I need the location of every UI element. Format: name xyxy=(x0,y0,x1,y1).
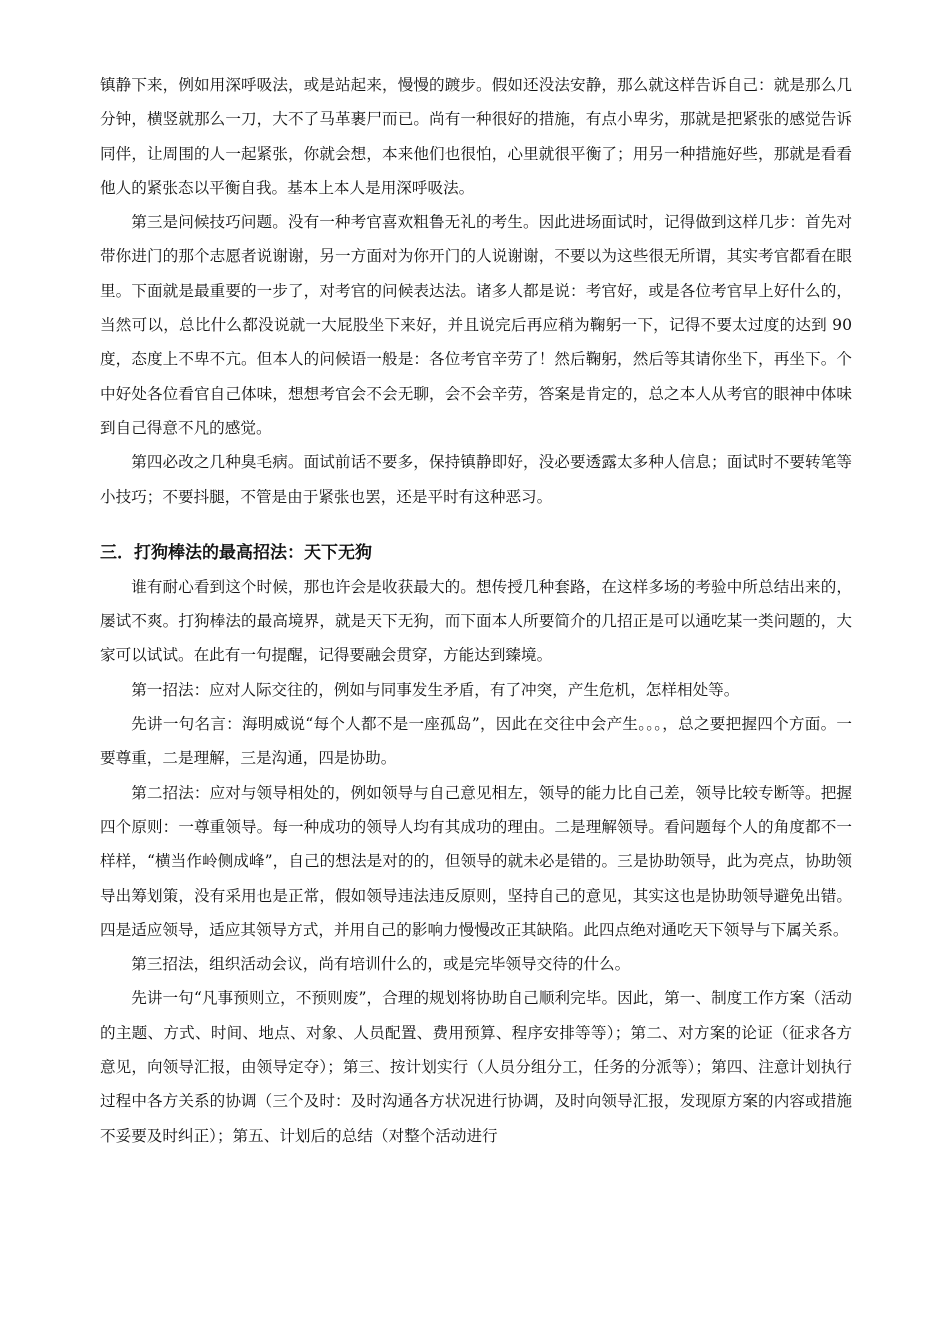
paragraph-greeting-skills: 第三是问候技巧问题。没有一种考官喜欢粗鲁无礼的考生。因此进场面试时，记得做到这样几步：首先对带你进门的那个志愿者说谢谢，另一方面对为你开门的人说谢谢，不要以为这些很无所谓，其实考官都看在眼里。下面就是最重要的一步了，对考官的问候表达法。诸多人都是说：考官好，或是各位考官早上好什么的，当然可以，总比什么都没说就一大屁股坐下来好，并且说完后再应稍为鞠躬一下，记得不要太过度的达到 90 度，态度上不卑不亢。但本人的问候语一般是：各位考官辛劳了！然后鞠躬，然后等其请你坐下，再坐下。个中好处各位看官自己体味，想想考官会不会无聊，会不会辛劳，答案是肯定的，总之本人从考官的眼神中体味到自己得意不凡的感觉。 xyxy=(100,213,852,437)
paragraph-bad-habits: 第四必改之几种臭毛病。面试前话不要多，保持镇静即好，没必要透露太多种人信息；面试时不要转笔等小技巧；不要抖腿，不管是由于紧张也罢，还是平时有这种恶习。 xyxy=(100,453,852,506)
section-heading: 三．打狗棒法的最高招法：天下无狗 xyxy=(100,542,372,563)
paragraph-planning: 先讲一句“凡事预则立，不预则废”，合理的规划将协助自己顺利完毕。因此，第一、制度工作方案（活动的主题、方式、时间、地点、对象、人员配置、费用预算、程序安排等等）；第二、对方案的论证（征求各方意见，向领导汇报，由领导定夺）；第三、按计划实行（人员分组分工，任务的分派等）；第四、注意计划执行过程中各方关系的协调（三个及时：及时沟通各方状况进行协调，及时向领导汇报，发现原方案的内容或措施不妥要及时纠正）；第五、计划后的总结（对整个活动进行 xyxy=(100,989,852,1145)
paragraph-quote-hemingway: 先讲一句名言：海明威说“每个人都不是一座孤岛”，因此在交往中会产生。。。，总之要把握四个方面。一要尊重，二是理解，三是沟通，四是协助。 xyxy=(100,715,852,768)
paragraph-move-one: 第一招法：应对人际交往的，例如与同事发生矛盾，有了冲突，产生危机，怎样相处等。 xyxy=(131,680,740,699)
paragraph-intro: 谁有耐心看到这个时候，那也许会是收获最大的。想传授几种套路，在这样多场的考验中所总结出来的，屡试不爽。打狗棒法的最高境界，就是天下无狗，而下面本人所要简介的几招正是可以通吃某一类问题的，大家可以试试。在此有一句提醒，记得要融会贯穿，方能达到臻境。 xyxy=(100,577,852,665)
document-page xyxy=(100,68,852,1153)
paragraph-continuation: 镇静下来，例如用深呼吸法，或是站起来，慢慢的踱步。假如还没法安静，那么就这样告诉自己：就是那么几分钟，横竖就那么一刀，大不了马革裹尸而已。尚有一种很好的措施，有点小卑劣，那就是把紧张的感觉告诉同伴，让周围的人一起紧张，你就会想，本来他们也很怕，心里就很平衡了；用另一种措施好些，那就是看看他人的紧张态以平衡自我。基本上本人是用深呼吸法。 xyxy=(100,76,852,197)
paragraph-move-two: 第二招法：应对与领导相处的，例如领导与自己意见相左，领导的能力比自己差，领导比较专断等。把握四个原则：一尊重领导。每一种成功的领导人均有其成功的理由。二是理解领导。看问题每个人的角度都不一样样，“横当作岭侧成峰”，自己的想法是对的的，但领导的就未必是错的。三是协助领导，此为亮点，协助领导出筹划策，没有采用也是正常，假如领导违法违反原则，坚持自己的意见，其实这也是协助领导避免出错。四是适应领导，适应其领导方式，并用自己的影响力慢慢改正其缺陷。此四点绝对通吃天下领导与下属关系。 xyxy=(100,783,852,939)
paragraph-move-three: 第三招法，组织活动会议，尚有培训什么的，或是完毕领导交待的什么。 xyxy=(131,955,631,974)
